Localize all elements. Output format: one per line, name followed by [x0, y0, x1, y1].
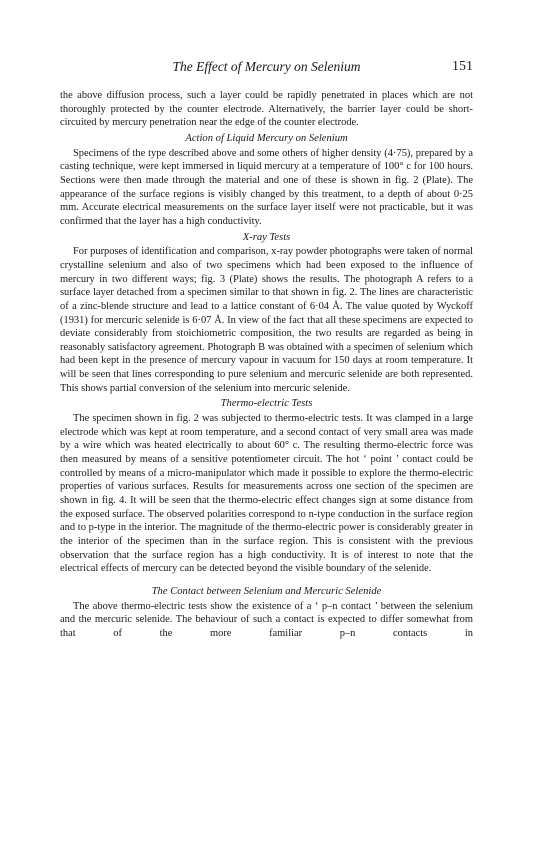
paragraph-x-ray: For purposes of identification and comparison, x-ray powder photographs were taken of normal crystalline selenium and also of two specimens which had been exposed to the influence of mercury in two different ways; fig. 3 (Plate) shows the results. The photograph A refers to a surface layer detached from a specimen similar to that shown in fig. 2. The lines are characteristic of a zinc-blende structure and lead to a lattice constant of 6·04 Å. The value quoted by Wyckoff (1931) for mercuric selenide is 6·07 Å. In view of the fact that all these specimens are expected to deviate considerably from stoichiometric composition, the two results are regarded as being in reasonably satisfactory agreement. Photograph B was obtained with a specimen of selenium which had been kept in the presence of mercury vapour in vacuum for 150 days at room temperature. It will be seen that lines corresponding to pure selenium and mercuric selenide are both represented. This shows partial conversion of the selenium into mercuric selenide.: [60, 246, 473, 394]
running-title: The Effect of Mercury on Selenium: [172, 59, 361, 74]
paragraph-continuation: the above diffusion process, such a layer could be rapidly penetrated in places which are not thoroughly protected by the counter electrode. Alternatively, the barrier layer could be short-circuited by mercury penetration near the edge of the counter electrode.: [60, 90, 473, 129]
paragraph-thermo-electric: The specimen shown in fig. 2 was subjected to thermo-electric tests. It was clamped in a large electrode which was kept at room temperature, and a second contact of very small area was made by a wire which was heated electrically to about 60° c. The resulting thermo-electric force was then measured by means of a sensitive potentiometer circuit. The hot ‘ point ’ contact could be controlled by means of a micro-manipulator which made it possible to explore the thermo-electric properties of various surfaces. Results for measurements across one section of the specimen are shown in fig. 4. It will be seen that the thermo-electric effect changes sign at some distance from the exposed surface. The observed polarities correspond to n-type conduction in the surface region and to p-type in the interior. The magnitude of the thermo-electric power is considerably greater in the interior of the specimen than in the surface region. This is consistent with the previous observation that the surface region has a high conductivity. It is of interest to note that the electrical effects of mercury can be detected beyond the visible boundary of the selenide.: [60, 413, 473, 575]
page-number: 151: [452, 59, 473, 74]
section-heading-contact: The Contact between Selenium and Mercuric Selenide: [151, 585, 382, 597]
running-header: [60, 58, 473, 76]
article-body: [60, 89, 473, 641]
section-heading-thermo-electric: Thermo-electric Tests: [220, 398, 313, 410]
section-heading-liquid-mercury: Action of Liquid Mercury on Selenium: [185, 132, 348, 144]
paragraph-liquid-mercury: Specimens of the type described above and some others of higher density (4·75), prepared by a casting technique, were kept immersed in liquid mercury at a temperature of 100° c for 100 hours. Sections were then made through the material and one of these is shown in fig. 2 (Plate). The appearance of the surface regions is visibly changed by this treatment, to a depth of about 0·25 mm. Accurate electrical measurements on the surface layer itself were not practicable, but it was confirmed that the layer has a high conductivity.: [60, 147, 473, 227]
paragraph-contact: The above thermo-electric tests show the existence of a ‘ p–n contact ’ between the selenium and the mercuric selenide. The behaviour of such a contact is expected to differ somewhat from that of the more familiar p–n contacts in: [60, 600, 473, 639]
section-heading-x-ray: X-ray Tests: [242, 231, 291, 243]
